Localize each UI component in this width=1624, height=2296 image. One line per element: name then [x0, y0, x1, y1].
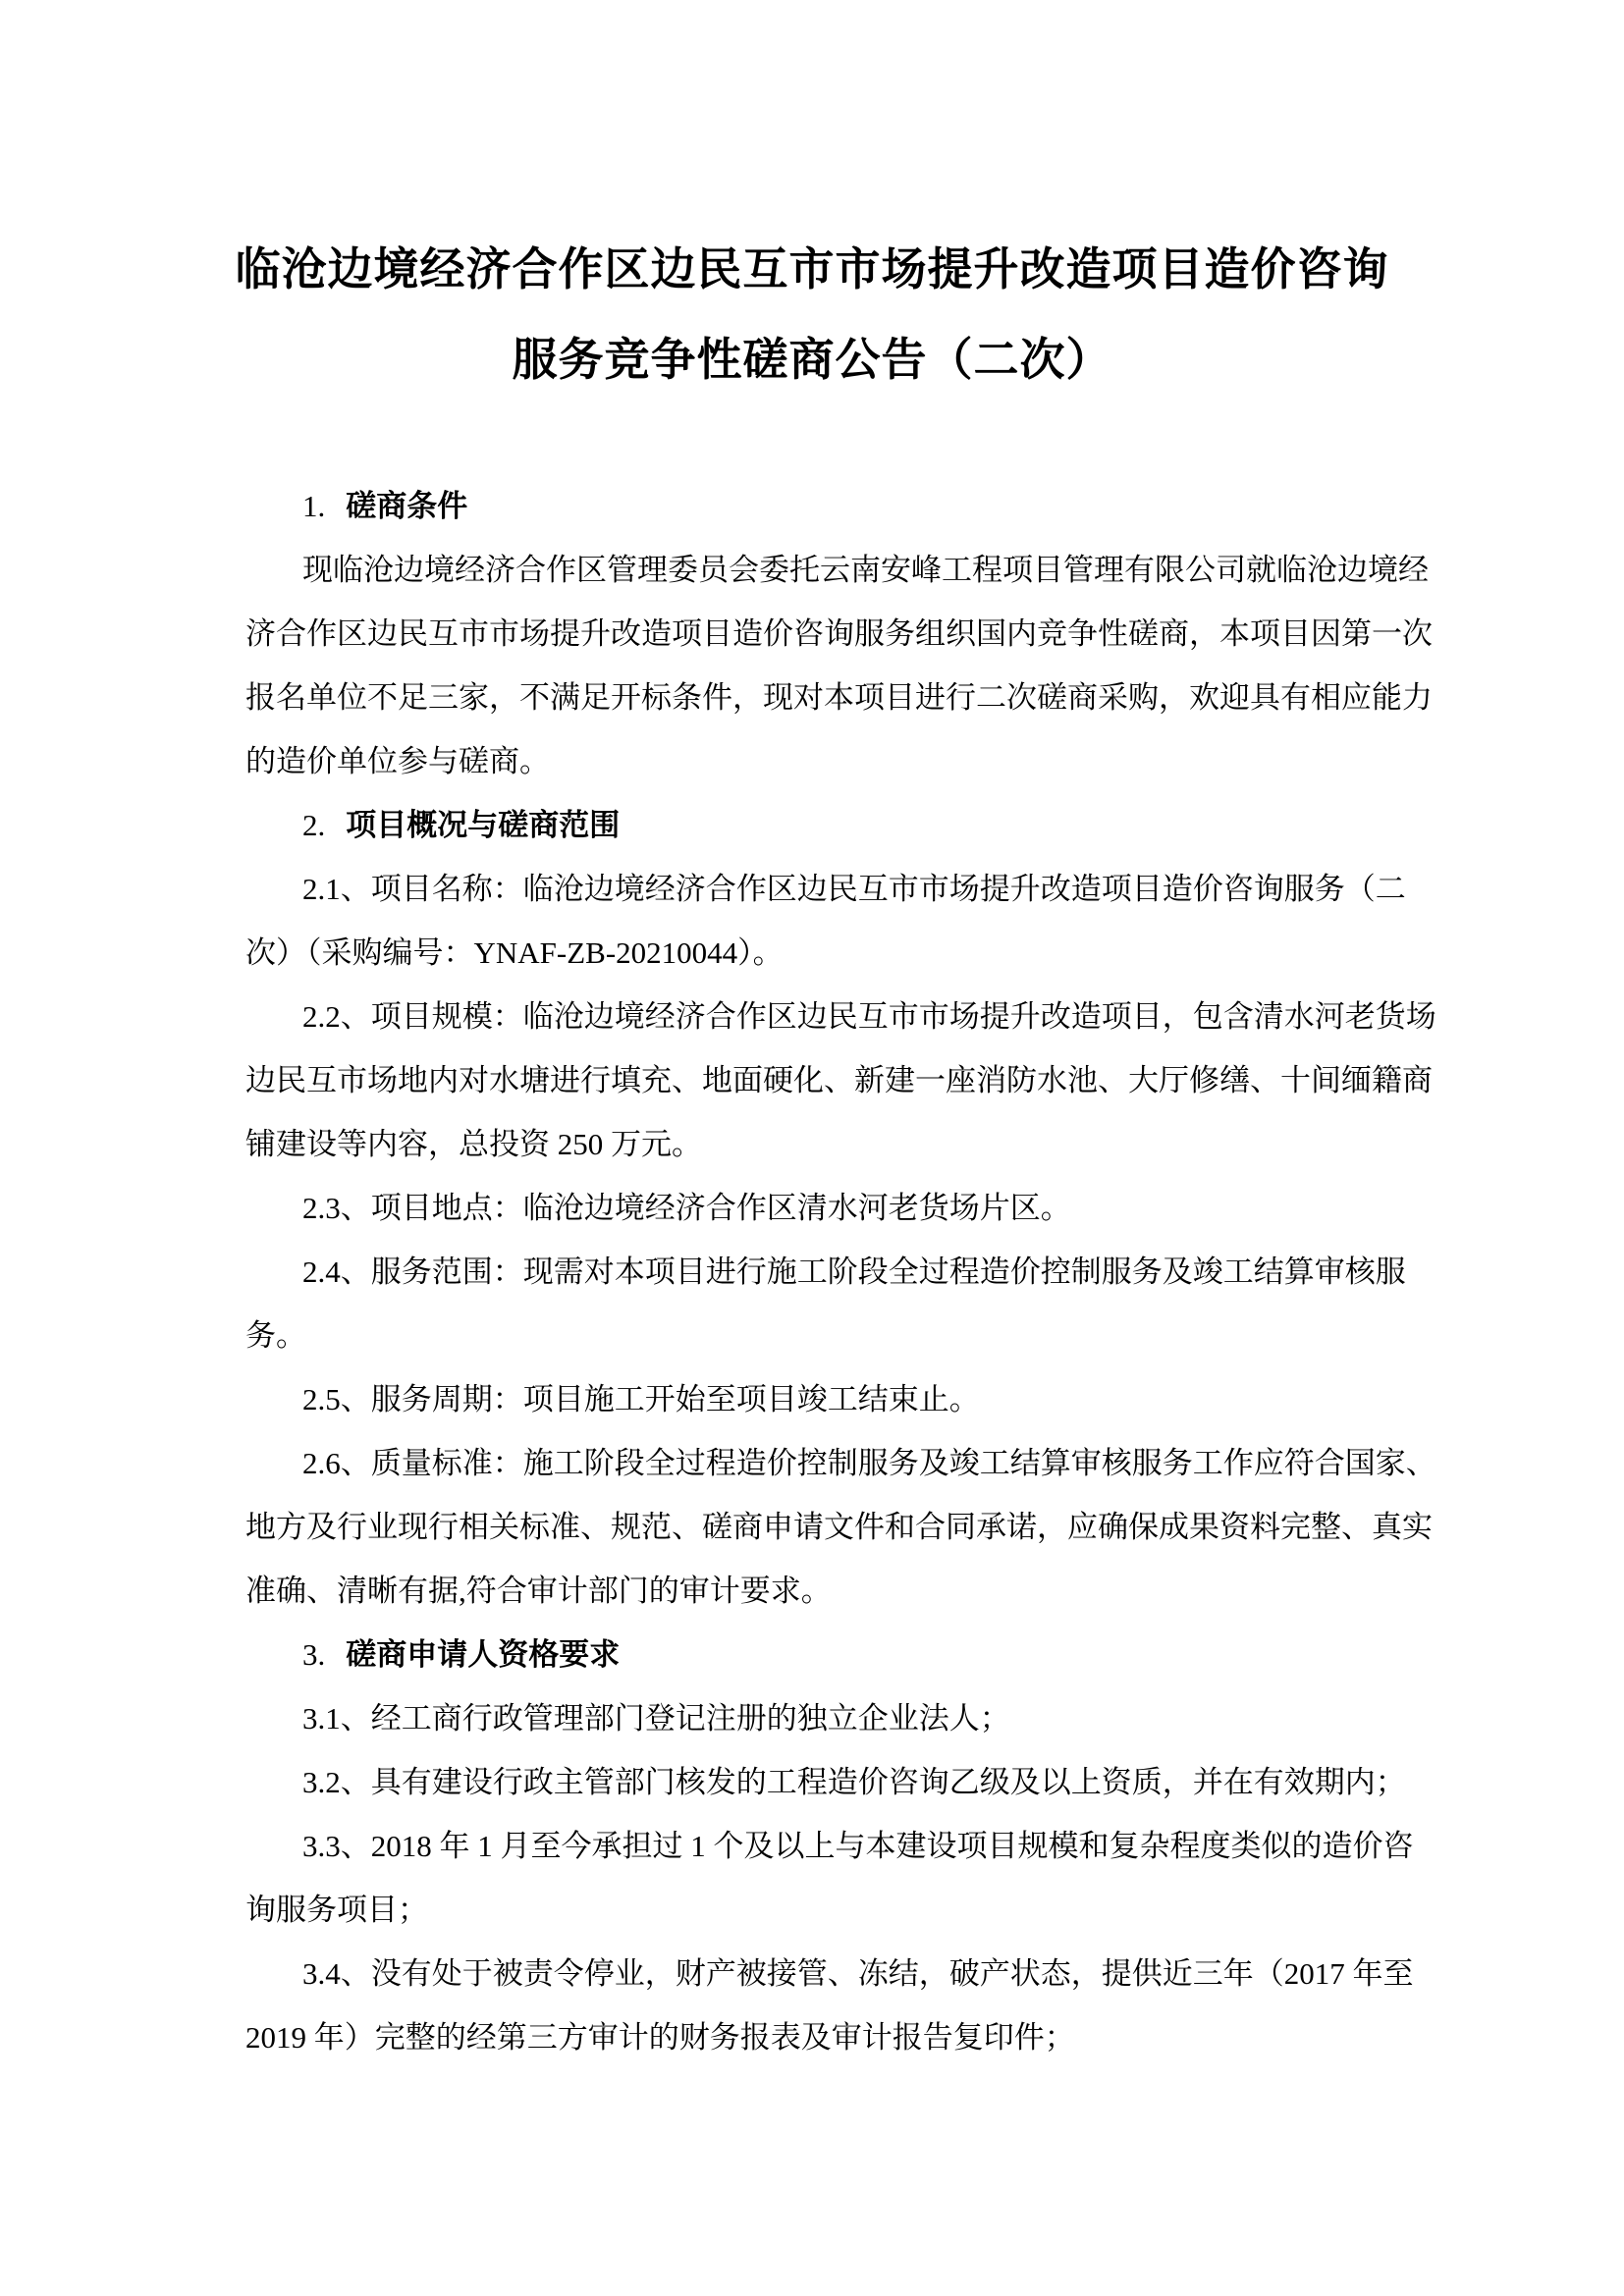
text-line: 2.6、质量标准：施工阶段全过程造价控制服务及竣工结算审核服务工作应符合国家、 — [302, 1446, 1436, 1480]
section-number-1: 1. — [302, 489, 326, 523]
document-title — [0, 225, 1624, 405]
text-line: 3.2、具有建设行政主管部门核发的工程造价咨询乙级及以上资质，并在有效期内； — [302, 1765, 1406, 1799]
text-line: 务。 — [245, 1318, 306, 1353]
section-heading-3 — [245, 1623, 1394, 1686]
title-line-1: 临沧边境经济合作区边民互市市场提升改造项目造价咨询 — [235, 244, 1389, 294]
title-line-2: 服务竞争性磋商公告（二次） — [512, 335, 1112, 385]
section-label-3: 磋商申请人资格要求 — [346, 1637, 621, 1672]
section-label-2: 项目概况与磋商范围 — [346, 808, 621, 842]
section-number-2: 2. — [302, 808, 326, 842]
section-number-3: 3. — [302, 1637, 326, 1672]
document-body — [245, 474, 1436, 2069]
text-line: 3.1、经工商行政管理部门登记注册的独立企业法人； — [302, 1701, 1010, 1735]
text-line: 3.3、2018 年 1 月至今承担过 1 个及以上与本建设项目规模和复杂程度类似的造价咨 — [302, 1829, 1414, 1863]
section-heading-1 — [245, 474, 1394, 538]
text-line: 现临沧边境经济合作区管理委员会委托云南安峰工程项目管理有限公司就临沧边境经 — [302, 553, 1429, 587]
section-label-1: 磋商条件 — [346, 489, 468, 523]
text-line: 铺建设等内容，总投资 250 万元。 — [245, 1127, 702, 1161]
text-line: 济合作区边民互市市场提升改造项目造价咨询服务组织国内竞争性磋商，本项目因第一次 — [245, 616, 1433, 651]
text-line: 地方及行业现行相关标准、规范、磋商申请文件和合同承诺，应确保成果资料完整、真实 — [245, 1510, 1433, 1544]
text-line: 次）（采购编号：YNAF-ZB-20210044）。 — [245, 935, 784, 970]
text-line: 3.4、没有处于被责令停业，财产被接管、冻结，破产状态，提供近三年（2017 年至 — [302, 1956, 1414, 1991]
text-line: 边民互市场地内对水塘进行填充、地面硬化、新建一座消防水池、大厅修缮、十间缅籍商 — [245, 1063, 1433, 1097]
text-line: 2.1、项目名称：临沧边境经济合作区边民互市市场提升改造项目造价咨询服务（二 — [302, 872, 1406, 906]
text-line: 2.5、服务周期：项目施工开始至项目竣工结束止。 — [302, 1382, 980, 1416]
text-line: 的造价单位参与磋商。 — [245, 744, 550, 778]
text-line: 2.4、服务范围：现需对本项目进行施工阶段全过程造价控制服务及竣工结算审核服 — [302, 1255, 1406, 1289]
text-line: 报名单位不足三家，不满足开标条件，现对本项目进行二次磋商采购，欢迎具有相应能力 — [245, 680, 1433, 715]
text-line: 2019 年）完整的经第三方审计的财务报表及审计报告复印件； — [245, 2020, 1075, 2055]
text-line: 2.2、项目规模：临沧边境经济合作区边民互市市场提升改造项目，包含清水河老货场 — [302, 999, 1436, 1034]
section-heading-2 — [245, 793, 1394, 857]
text-line: 询服务项目； — [245, 1893, 428, 1927]
text-line: 准确、清晰有据,符合审计部门的审计要求。 — [245, 1574, 832, 1608]
text-line: 2.3、项目地点：临沧边境经济合作区清水河老货场片区。 — [302, 1191, 1071, 1225]
